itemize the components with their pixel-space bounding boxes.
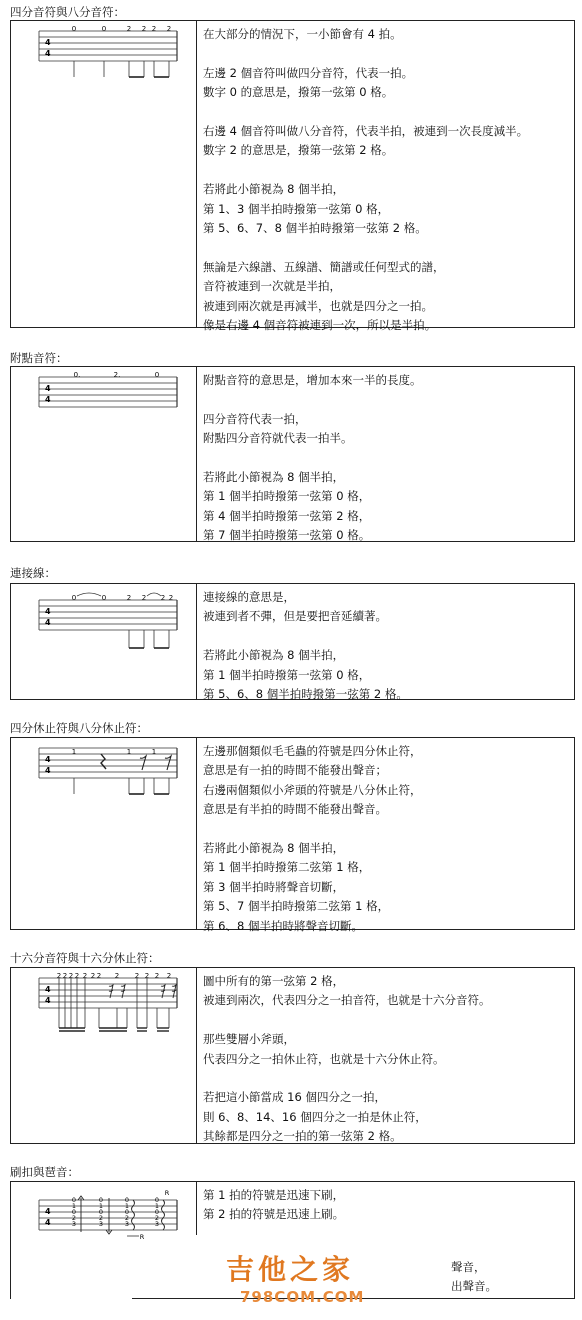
- chord-fret: 3: [154, 1220, 160, 1228]
- fret-label: 1: [126, 748, 132, 756]
- fret-label: 2: [126, 594, 132, 602]
- fret-label: 2: [166, 972, 172, 980]
- text-line: [203, 1069, 568, 1088]
- fret-label: 2: [141, 25, 147, 33]
- chord-fret: 0: [98, 1208, 104, 1216]
- text-line: [203, 449, 568, 468]
- fret-label: 0: [154, 371, 160, 379]
- chord-fret: 2: [154, 1214, 160, 1222]
- text-line: 右邊兩個類似小斧頭的符號是八分休止符，: [203, 782, 422, 797]
- text-line: 四分音符代表一拍，: [203, 411, 307, 426]
- text-line: 出聲音。: [451, 1279, 497, 1294]
- fret-label: 2: [90, 972, 96, 980]
- text-line: 第 5、6、8 個半拍時撥第一弦第 2 格。: [203, 687, 408, 702]
- fret-label: 0: [101, 594, 107, 602]
- arpeggio-icon: [132, 1200, 135, 1230]
- text-line: 第 6、8 個半拍時將聲音切斷。: [203, 918, 363, 933]
- fret-label: 2: [114, 972, 120, 980]
- text-line: 代表四分之一拍休止符，也就是十六分休止符。: [203, 1051, 445, 1066]
- text-line: 第 5、6、7、8 個半拍時撥第一弦第 2 格。: [203, 221, 427, 236]
- quarter-rest-icon: [101, 754, 106, 769]
- fret-label: 2: [154, 972, 160, 980]
- text-line: 意思是有半拍的時間不能發出聲音。: [203, 802, 387, 817]
- chord-fret: 0: [98, 1196, 104, 1204]
- fret-label: 2: [82, 972, 88, 980]
- chord-fret: 1: [71, 1202, 77, 1210]
- text-line: 被連到者不彈，但是要把音延續著。: [203, 609, 387, 624]
- fret-label: 0.: [73, 371, 81, 379]
- fret-label: 2: [56, 972, 62, 980]
- time-sig-top: 4: [45, 607, 51, 616]
- chord-fret: 3: [98, 1220, 104, 1228]
- text-line: [203, 44, 568, 63]
- chord-fret: 1: [124, 1202, 130, 1210]
- text-line: 在大部分的情況下，一小節會有 4 拍。: [203, 27, 402, 41]
- text-line: 被連到兩次，代表四分之一拍音符，也就是十六分音符。: [203, 993, 491, 1008]
- tab-notation-quarter-eighth: [29, 25, 189, 95]
- chord-fret: 2: [124, 1214, 130, 1222]
- chord-fret: 0: [71, 1208, 77, 1216]
- fret-label: 2: [141, 594, 147, 602]
- text-line: 被連到兩次就是再減半，也就是四分之一拍。: [203, 298, 433, 313]
- time-sig-bottom: 4: [45, 618, 51, 627]
- text-line: 無論是六線譜、五線譜、簡譜或任何型式的譜，: [203, 259, 445, 274]
- time-sig-top: 4: [45, 38, 51, 47]
- text-line: 第 3 個半拍時將聲音切斷，: [203, 879, 345, 894]
- text-line: 圖中所有的第一弦第 2 格，: [203, 974, 345, 988]
- text-line: 像是右邊 4 個音符被連到一次，所以是半拍。: [203, 318, 437, 333]
- fret-label: 2: [160, 594, 166, 602]
- mark-r: R: [164, 1189, 170, 1197]
- text-line: 第 4 個半拍時撥第一弦第 2 格，: [203, 508, 371, 523]
- description-quarter-eighth: [203, 25, 568, 335]
- time-sig-top: 4: [45, 384, 51, 393]
- time-sig-bottom: 4: [45, 766, 51, 775]
- eighth-rest-icon: [140, 756, 146, 770]
- description-sixteenth: [203, 972, 568, 1147]
- time-sig-bottom: 4: [45, 395, 51, 404]
- column-divider: [196, 21, 197, 327]
- section-box-dotted: [10, 366, 575, 542]
- text-line: 數字 0 的意思是，撥第一弦第 0 格。: [203, 85, 394, 100]
- fret-label: 0: [71, 594, 77, 602]
- section-box-quarter-eighth: [10, 20, 575, 333]
- column-divider: [196, 584, 197, 699]
- tab-notation-tie: [29, 588, 189, 658]
- fret-label: 2: [166, 25, 172, 33]
- watermark-cn: 吉他之家: [226, 1253, 355, 1286]
- strum-up-icon: [106, 1198, 112, 1234]
- text-line: [203, 238, 568, 257]
- section-title-strum-arpeggio: 刷扣與琶音：: [10, 1165, 79, 1179]
- chord-fret: 0: [154, 1208, 160, 1216]
- text-line: 意思是有一拍的時間不能發出聲音；: [203, 763, 387, 778]
- chord-fret: 0: [124, 1196, 130, 1204]
- chord-fret: 0: [154, 1196, 160, 1204]
- time-sig-bottom: 4: [45, 1218, 51, 1227]
- column-divider: [196, 367, 197, 541]
- chord-fret: 0: [124, 1208, 130, 1216]
- fret-label: 2: [96, 972, 102, 980]
- section-box-tie: [10, 583, 575, 700]
- watermark-en: 798COM.COM: [240, 1288, 365, 1306]
- text-line: 第 1 個半拍時撥第一弦第 0 格，: [203, 489, 371, 504]
- chord-fret: 1: [98, 1202, 104, 1210]
- text-line: 若將此小節視為 8 個半拍，: [203, 648, 345, 663]
- text-line: [203, 103, 568, 122]
- time-sig-top: 4: [45, 1207, 51, 1216]
- time-sig-bottom: 4: [45, 49, 51, 58]
- section-title-dotted: 附點音符：: [10, 351, 68, 365]
- text-line: [203, 820, 568, 839]
- fret-label: 0: [71, 25, 77, 33]
- description-dotted: [203, 371, 568, 546]
- chord-fret: 2: [71, 1214, 77, 1222]
- text-line: 那些雙層小斧頭，: [203, 1032, 295, 1047]
- text-line: 其餘都是四分之一拍的第一弦第 2 格。: [203, 1129, 402, 1144]
- column-divider: [196, 1182, 197, 1235]
- text-line: 聲音，: [451, 1260, 486, 1274]
- column-divider: [196, 968, 197, 1143]
- chord-fret: 2: [98, 1214, 104, 1222]
- text-line: 連接線的意思是，: [203, 590, 295, 604]
- time-sig-bottom: 4: [45, 996, 51, 1005]
- fret-label: 1: [71, 748, 77, 756]
- text-line: 第 1、3 個半拍時撥第一弦第 0 格，: [203, 201, 390, 216]
- strum-down-icon: [78, 1196, 84, 1232]
- mark-r: R: [139, 1233, 145, 1241]
- fret-label: 2: [168, 594, 174, 602]
- chord-fret: 3: [124, 1220, 130, 1228]
- fret-label: 2: [134, 972, 140, 980]
- text-line: 左邊那個類似毛毛蟲的符號是四分休止符，: [203, 744, 422, 758]
- section-title-sixteenth: 十六分音符與十六分休止符：: [10, 951, 160, 965]
- text-line: 數字 2 的意思是，撥第一弦第 2 格。: [203, 143, 394, 158]
- text-line: 附點四分音符就代表一拍半。: [203, 431, 353, 446]
- description-strum-arpeggio: [203, 1186, 568, 1225]
- text-line: 若將此小節視為 8 個半拍，: [203, 470, 345, 484]
- chord-fret: 1: [154, 1202, 160, 1210]
- section-box-sixteenth: [10, 967, 575, 1144]
- time-sig-top: 4: [45, 755, 51, 764]
- tab-notation-dotted: [29, 371, 189, 421]
- text-line: 第 1 個半拍時撥第二弦第 1 格，: [203, 860, 371, 875]
- fret-label: 2: [144, 972, 150, 980]
- fret-label: 2: [62, 972, 68, 980]
- tab-notation-sixteenth: [29, 972, 189, 1044]
- chord-fret: 3: [71, 1220, 77, 1228]
- column-divider: [196, 738, 197, 929]
- tab-notation-strum-arpeggio: [29, 1186, 189, 1252]
- fret-label: 2: [74, 972, 80, 980]
- text-line: [203, 627, 568, 646]
- text-line: 第 7 個半拍時撥第一弦第 0 格。: [203, 528, 371, 543]
- fret-label: 1: [151, 748, 157, 756]
- fret-label: 2: [68, 972, 74, 980]
- fret-label: 2.: [113, 371, 121, 379]
- text-line: [203, 1011, 568, 1030]
- text-line: 第 2 拍的符號是迅速上刷。: [203, 1207, 345, 1222]
- tab-notation-rests: [29, 742, 189, 812]
- text-line: 第 5、7 個半拍時撥第二弦第 1 格，: [203, 899, 390, 914]
- text-line: 右邊 4 個音符叫做八分音符，代表半拍，被連到一次長度減半。: [203, 124, 529, 138]
- section-title-tie: 連接線：: [10, 566, 56, 580]
- text-line: 若將此小節視為 8 個半拍，: [203, 841, 345, 856]
- section-title-rests: 四分休止符與八分休止符：: [10, 721, 148, 735]
- arpeggio-icon: [162, 1200, 165, 1230]
- text-line: 若把這小節當成 16 個四分之一拍，: [203, 1090, 386, 1105]
- site-watermark-logo: [222, 1248, 372, 1314]
- fret-label: 2: [151, 25, 157, 33]
- time-sig-top: 4: [45, 985, 51, 994]
- text-line: 若將此小節視為 8 個半拍，: [203, 182, 345, 197]
- text-line: 第 1 個半拍時撥第一弦第 0 格，: [203, 667, 371, 682]
- text-line: 左邊 2 個音符叫做四分音符，代表一拍。: [203, 65, 414, 80]
- section-title-quarter-eighth: 四分音符與八分音符：: [10, 5, 125, 19]
- eighth-rest-icon: [165, 756, 171, 770]
- chord-fret: 0: [71, 1196, 77, 1204]
- description-tail: [451, 1258, 497, 1297]
- text-line: 音符被連到一次就是半拍，: [203, 279, 341, 294]
- text-line: [203, 161, 568, 180]
- description-tie: [203, 588, 568, 704]
- description-rests: [203, 742, 568, 936]
- fret-label: 2: [126, 25, 132, 33]
- text-line: 第 1 拍的符號是迅速下刷，: [203, 1188, 345, 1202]
- text-line: 附點音符的意思是，增加本來一半的長度。: [203, 373, 422, 387]
- section-box-rests: [10, 737, 575, 933]
- fret-label: 0: [101, 25, 107, 33]
- text-line: 則 6、8、14、16 個四分之一拍是休止符，: [203, 1109, 427, 1124]
- text-line: [203, 390, 568, 409]
